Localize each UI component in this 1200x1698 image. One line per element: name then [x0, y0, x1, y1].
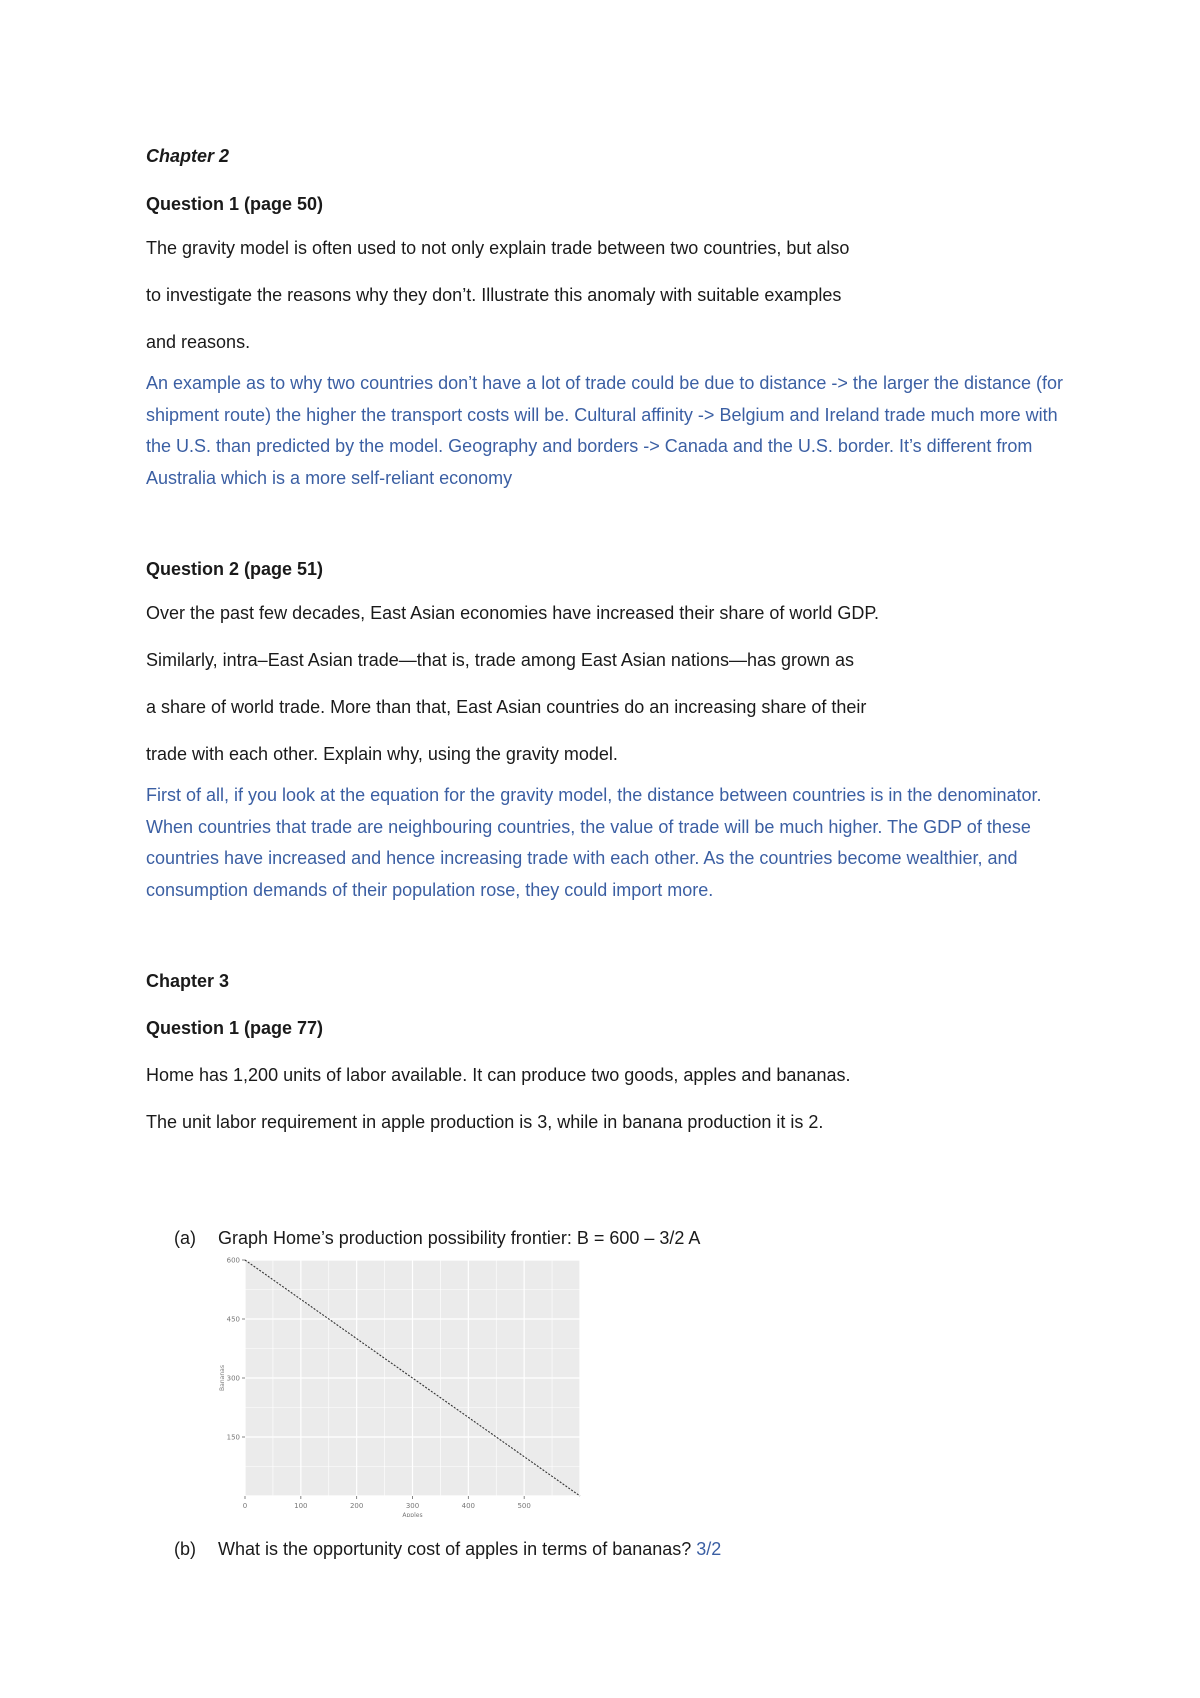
y-axis-label: Bananas	[219, 1365, 226, 1391]
question-2-answer: First of all, if you look at the equation for the gravity model, the distance between countries is in the denominator. When countries that trade are neighbouring countries, the value of trade will be much higher. The GDP of these countries have increased and hence increasing trade with each other. As the countries become wealthier, and consumption demands of their population rose, they could import more.	[146, 785, 1042, 900]
part-b-tag: (b)	[174, 1539, 196, 1559]
part-b-text: What is the opportunity cost of apples in terms of bananas?	[218, 1539, 692, 1559]
x-tick-label: 200	[349, 1502, 364, 1510]
y-tick-label: 450	[226, 1315, 240, 1324]
part-a	[174, 1226, 700, 1250]
chapter-2-question-2-heading: Question 2 (page 51)	[146, 559, 324, 579]
question-2-prompt-line: Similarly, intra–East Asian trade—that is, trade among East Asian nations—has grown as	[146, 650, 855, 670]
chapter-2-question-1-heading: Question 1 (page 50)	[146, 194, 324, 214]
ppf-chart-svg	[218, 1255, 588, 1517]
question-1-answer: An example as to why two countries don’t have a lot of trade could be due to distance -> the larger the distance (for shipment route) the higher the transport costs will be. Cultural affinity -> Belgium and Ireland trade much more with the U.S. than predicted by the model. Geography and borders -> Canada and the U.S. border. It’s different from Australia which is a more self-reliant economy	[146, 373, 1064, 488]
question-1-prompt-line: The gravity model is often used to not only explain trade between two countries, but also	[146, 238, 850, 258]
question-1-prompt-line: to investigate the reasons why they don’t. Illustrate this anomaly with suitable examples	[146, 285, 842, 305]
x-axis-label: Apples	[402, 1512, 423, 1517]
x-axis-ticks	[243, 1496, 531, 1510]
y-tick-label: 300	[226, 1374, 240, 1383]
question-2-prompt-line: Over the past few decades, East Asian economies have increased their share of world GDP.	[146, 603, 880, 623]
x-tick-label: 400	[461, 1502, 476, 1510]
question-1-prompt-line: and reasons.	[146, 332, 251, 352]
part-b	[174, 1537, 721, 1561]
part-b-answer: 3/2	[696, 1539, 722, 1559]
chapter-3-prompt-line: The unit labor requirement in apple production is 3, while in banana production it is 2.	[146, 1112, 824, 1132]
y-tick-label: 600	[226, 1256, 240, 1265]
y-axis-ticks	[227, 1257, 245, 1442]
ppf-chart	[218, 1255, 588, 1517]
chapter-3-prompt-line: Home has 1,200 units of labor available. It can produce two goods, apples and bananas.	[146, 1065, 851, 1085]
content-column	[146, 144, 1076, 1134]
chapter-3-title: Chapter 3	[146, 971, 230, 991]
question-2-prompt-line: trade with each other. Explain why, using the gravity model.	[146, 744, 618, 764]
x-tick-label: 500	[517, 1502, 531, 1510]
x-tick-label: 0	[242, 1502, 248, 1510]
part-a-tag: (a)	[174, 1228, 196, 1248]
y-tick-label: 150	[226, 1433, 240, 1442]
chapter-3-question-1-heading: Question 1 (page 77)	[146, 1018, 324, 1038]
question-2-prompt-line: a share of world trade. More than that, East Asian countries do an increasing share of their	[146, 697, 867, 717]
part-a-text: Graph Home’s production possibility frontier: B = 600 – 3/2 A	[218, 1228, 701, 1248]
chapter-2-title: Chapter 2	[146, 146, 230, 166]
x-tick-label: 300	[405, 1502, 420, 1510]
x-tick-label: 100	[294, 1502, 308, 1510]
